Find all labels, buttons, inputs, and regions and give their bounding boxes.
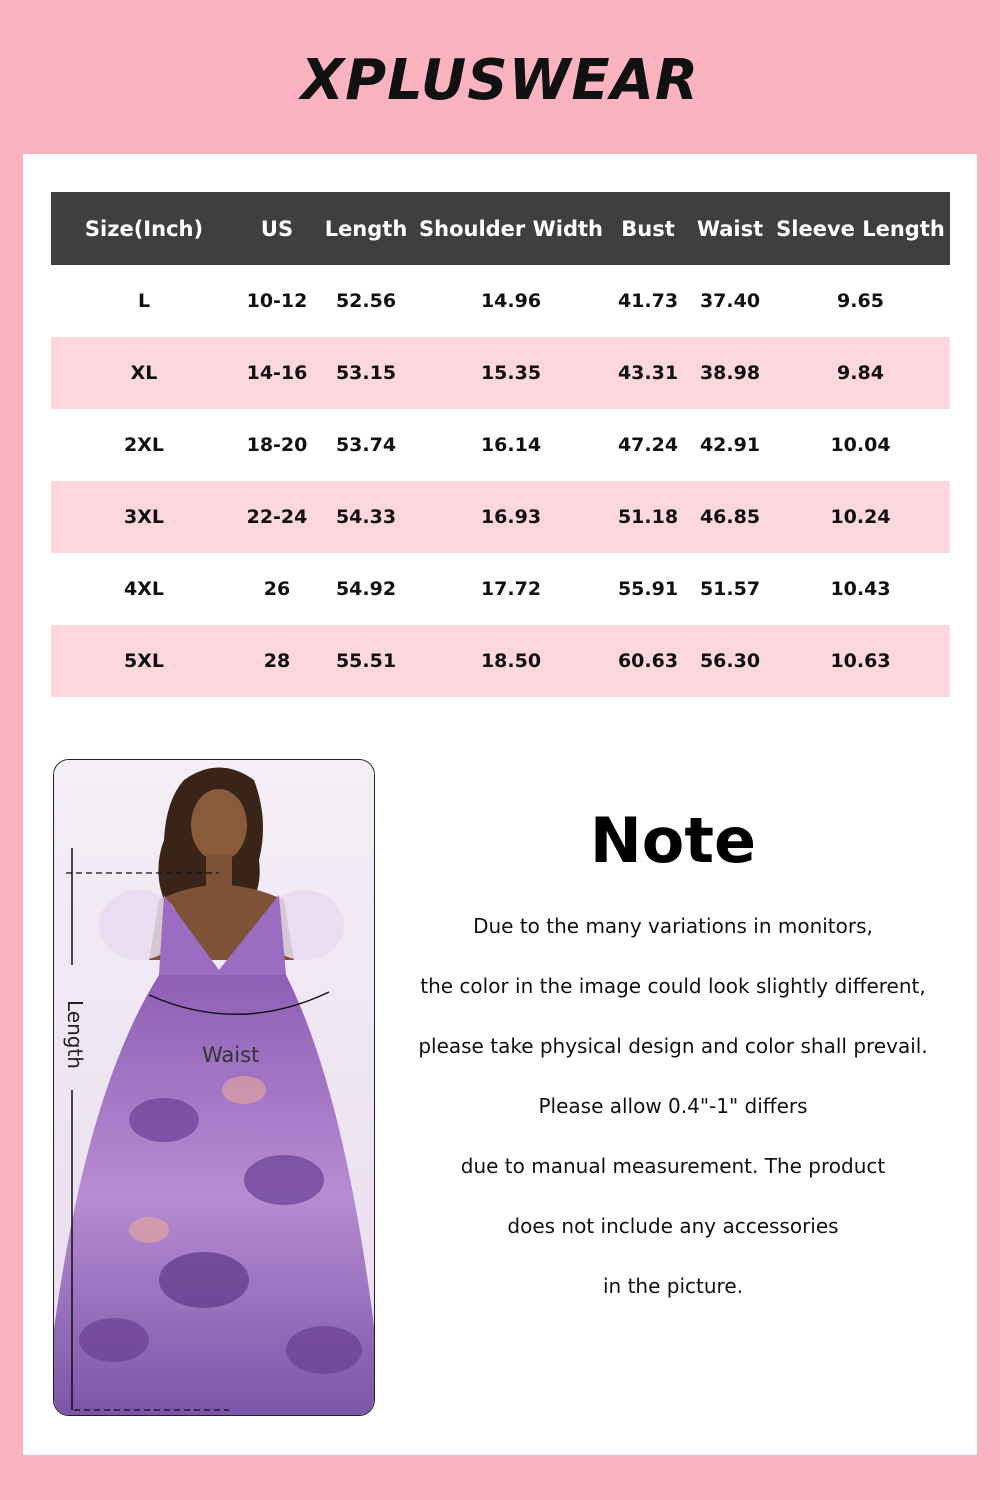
table-row — [51, 409, 950, 481]
table-cell: 60.63 — [617, 650, 679, 672]
table-cell: XL — [130, 362, 158, 384]
table-cell: 14-16 — [246, 362, 308, 384]
table-cell: 41.73 — [617, 290, 679, 312]
table-cell: 10.43 — [830, 578, 891, 600]
table-cell: 43.31 — [617, 362, 679, 384]
brand-logo: XPLUSWEAR — [300, 48, 700, 113]
header-waist: Waist — [696, 216, 764, 241]
table-cell: 22-24 — [246, 506, 308, 528]
header-size: Size(Inch) — [84, 216, 204, 241]
table-cell: 42.91 — [699, 434, 761, 456]
table-cell: 53.74 — [335, 434, 397, 456]
header-length: Length — [324, 216, 408, 241]
table-cell: 53.15 — [335, 362, 397, 384]
table-cell: 5XL — [124, 650, 164, 672]
table-row — [51, 625, 950, 697]
table-cell: 54.92 — [335, 578, 397, 600]
table-header — [51, 192, 950, 265]
table-cell: 4XL — [124, 578, 164, 600]
table-cell: 46.85 — [699, 506, 761, 528]
table-cell: 18.50 — [480, 650, 542, 672]
table-cell: 52.56 — [335, 290, 397, 312]
table-cell: 18-20 — [246, 434, 308, 456]
table-cell: 56.30 — [699, 650, 761, 672]
table-row — [51, 553, 950, 625]
table-cell: 9.84 — [837, 362, 884, 384]
table-cell: 55.51 — [335, 650, 397, 672]
table-cell: 28 — [263, 650, 291, 672]
size-chart-card — [23, 154, 977, 1455]
table-cell: 16.93 — [480, 506, 542, 528]
header-us: US — [260, 216, 294, 241]
table-cell: 10.63 — [830, 650, 891, 672]
table-cell: 17.72 — [480, 578, 542, 600]
table-row — [51, 337, 950, 409]
note-line: due to manual measurement. The product — [460, 1154, 886, 1178]
table-cell: 3XL — [124, 506, 164, 528]
table-row — [51, 481, 950, 553]
note-line: does not include any accessories — [507, 1214, 839, 1238]
table-cell: 37.40 — [699, 290, 761, 312]
size-table — [51, 192, 950, 697]
note-title: Note — [589, 804, 757, 877]
table-cell: 14.96 — [480, 290, 542, 312]
length-label: Length — [63, 1000, 87, 1069]
table-cell: 9.65 — [837, 290, 884, 312]
table-cell: 54.33 — [335, 506, 397, 528]
dress-illustration — [54, 760, 374, 1415]
table-cell: 55.91 — [617, 578, 679, 600]
table-cell: 51.18 — [617, 506, 679, 528]
waist-label: Waist — [202, 1043, 260, 1067]
table-cell: 47.24 — [617, 434, 679, 456]
table-cell: 26 — [263, 578, 291, 600]
header-shoulder-width: Shoulder Width — [419, 216, 603, 241]
product-photo — [53, 759, 375, 1416]
table-cell: L — [137, 290, 151, 312]
note-line: the color in the image could look slightly different, — [420, 974, 926, 998]
table-cell: 38.98 — [699, 362, 761, 384]
table-cell: 2XL — [124, 434, 164, 456]
header-sleeve-length: Sleeve Length — [776, 216, 945, 241]
table-cell: 10.04 — [830, 434, 891, 456]
table-row — [51, 265, 950, 337]
table-cell: 16.14 — [480, 434, 542, 456]
note-line: Due to the many variations in monitors, — [473, 914, 873, 938]
table-cell: 10-12 — [246, 290, 308, 312]
note-text — [383, 914, 963, 1334]
table-cell: 51.57 — [699, 578, 761, 600]
note-line: please take physical design and color shall prevail. — [418, 1034, 928, 1058]
table-cell: 15.35 — [480, 362, 542, 384]
note-line: in the picture. — [603, 1274, 743, 1298]
note-line: Please allow 0.4"-1" differs — [538, 1094, 808, 1118]
header-bust: Bust — [621, 216, 675, 241]
table-cell: 10.24 — [830, 506, 891, 528]
